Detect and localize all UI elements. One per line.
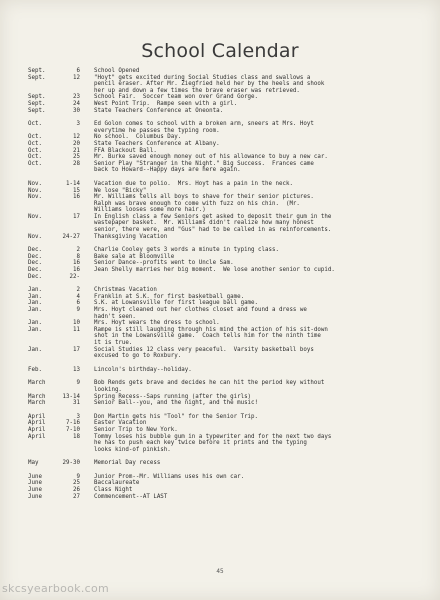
entry-text: School Fair. Soccer team won over Grand Gorge. xyxy=(94,94,259,101)
calendar-entry xyxy=(28,394,420,401)
calendar-entry xyxy=(28,327,420,347)
entry-text: "Hoyt" gets excited during Social Studies class and swallows a pencil eraser. After Mr. Ziegfried held her by the heels and shook her up and down a few times the brave eraser was retrieved. xyxy=(94,74,325,94)
entry-month: May xyxy=(28,460,39,467)
calendar-entry xyxy=(28,414,420,421)
entry-day: 7-10 xyxy=(66,426,80,433)
calendar-entry xyxy=(28,194,420,214)
entry-day: 3 xyxy=(76,121,80,128)
calendar-entry xyxy=(28,161,420,174)
entry-text: No school. Columbus Day. xyxy=(94,134,182,141)
watermark: skcsyearbook.com xyxy=(2,582,110,595)
page-title: School Calendar xyxy=(141,40,299,62)
entry-month: Oct. xyxy=(28,154,42,161)
entry-month: Jan. xyxy=(28,293,42,300)
entry-month: June xyxy=(28,493,42,500)
entry-text: Commencement--AT LAST xyxy=(94,493,168,500)
entry-month: Sept. xyxy=(28,68,46,74)
calendar-entry xyxy=(28,267,420,274)
calendar-entry xyxy=(28,154,420,161)
entry-month: Dec. xyxy=(28,260,42,267)
entry-day: 10 xyxy=(73,320,80,327)
entry-day: 24-27 xyxy=(62,233,80,240)
entry-text: State Teachers Conference at Albany. xyxy=(94,140,220,147)
entry-text: We lose "Bicky" xyxy=(94,187,147,194)
entry-month: Dec. xyxy=(28,253,42,260)
calendar-entry xyxy=(28,294,420,301)
calendar-entry xyxy=(28,214,420,234)
calendar-entry xyxy=(28,494,420,501)
entry-text: Junior Prom--Mr. Williams uses his own car. xyxy=(94,473,245,480)
calendar-entries xyxy=(28,68,420,500)
entry-text: Senior Ball--you, and the night, and the music! xyxy=(94,400,259,407)
calendar-entry xyxy=(28,367,420,374)
entry-text xyxy=(94,274,420,281)
entry-month: Jan. xyxy=(28,320,42,327)
calendar-entry xyxy=(28,260,420,267)
calendar-entry xyxy=(28,487,420,494)
entry-month: April xyxy=(28,420,46,427)
entry-day: 25 xyxy=(73,480,80,487)
entry-day: 12 xyxy=(73,134,80,141)
calendar-entry xyxy=(28,480,420,487)
calendar-entry xyxy=(28,141,420,148)
entry-day: 31 xyxy=(73,400,80,407)
entry-text: Tommy loses his bubble gum in a typewriter and for the next two days he has to push each key twice before it prints and the typing looks kind-of pinkish. xyxy=(94,433,332,453)
calendar-entry xyxy=(28,121,420,134)
entry-day: 22- xyxy=(69,273,80,280)
entry-month: Dec. xyxy=(28,267,42,274)
calendar-entry xyxy=(28,307,420,320)
entry-month: Sept. xyxy=(28,74,46,81)
entry-day: 18 xyxy=(73,433,80,440)
calendar-entry xyxy=(28,234,420,241)
entry-day: 4 xyxy=(76,293,80,300)
entry-text: Rampe is still laughing through his mind the action of his sit-down shot in the Lowansville game. Coach tells him for the ninth time it is true. xyxy=(94,326,328,346)
entry-text: Mrs. Hoyt cleaned out her clothes closet and found a dress we hadn't seen. xyxy=(94,307,307,320)
entry-day: 1-14 xyxy=(66,180,80,187)
entry-day: 28 xyxy=(73,160,80,167)
entry-text: Spring Recess--Saps running (after the girls) xyxy=(94,393,252,400)
calendar-entry xyxy=(28,300,420,307)
entry-month: Sept. xyxy=(28,107,46,114)
entry-month: April xyxy=(28,426,46,433)
calendar-entry xyxy=(28,247,420,254)
entry-month: Oct. xyxy=(28,147,42,154)
entry-day: 26 xyxy=(73,487,80,494)
entry-month: Sept. xyxy=(28,100,46,107)
entry-day: 13-14 xyxy=(62,393,80,400)
calendar-entry xyxy=(28,380,420,393)
entry-day: 25 xyxy=(73,154,80,161)
entry-month: Dec. xyxy=(28,273,42,280)
calendar-entry xyxy=(28,181,420,188)
entry-text: S.K. at Lowansville for first league ball game. xyxy=(94,300,259,307)
entry-text: Christmas Vacation xyxy=(94,287,157,294)
entry-month: Nov. xyxy=(28,187,42,194)
entry-month: March xyxy=(28,400,46,407)
calendar-entry xyxy=(28,108,420,115)
calendar-entry xyxy=(28,320,420,327)
entry-month: Jan. xyxy=(28,346,42,353)
entry-text: Senior Trip to New York. xyxy=(94,426,178,433)
calendar-entry xyxy=(28,434,420,454)
entry-text: Senior Dance--profits went to Uncle Sam. xyxy=(94,260,234,267)
entry-text: Mr. Burke saved enough money out of his allowance to buy a new car. xyxy=(94,154,328,161)
entry-day: 6 xyxy=(76,68,80,74)
calendar-entry xyxy=(28,460,420,467)
entry-month: Dec. xyxy=(28,247,42,254)
entry-month: Jan. xyxy=(28,307,42,313)
entry-day: 12 xyxy=(73,74,80,81)
calendar-entry xyxy=(28,420,420,427)
entry-day: 17 xyxy=(73,346,80,353)
entry-month: June xyxy=(28,480,42,487)
entry-month: Jan. xyxy=(28,287,42,294)
entry-day: 27 xyxy=(73,493,80,500)
entry-day: 11 xyxy=(73,326,80,333)
entry-month: March xyxy=(28,380,46,387)
entry-month: Oct. xyxy=(28,121,42,128)
entry-day: 21 xyxy=(73,147,80,154)
entry-month: Nov. xyxy=(28,213,42,220)
entry-text: Jean Shelly marries her big moment. We lose another senior to cupid. xyxy=(94,267,335,274)
calendar-entry xyxy=(28,474,420,481)
entry-month: April xyxy=(28,413,46,420)
entry-day: 9 xyxy=(76,380,80,387)
entry-month: Oct. xyxy=(28,140,42,147)
calendar-entry xyxy=(28,188,420,195)
entry-text: Bob Rends gets brave and decides he can hit the period key without looking. xyxy=(94,380,325,393)
entry-month: Nov. xyxy=(28,180,42,187)
entry-text: In English class a few Seniors get asked to deposit their gum in the wastepaper basket. Mr. Williams didn't realize how many honest senior, there were, and "Gus" had to be called in as reinforcements. xyxy=(94,213,332,234)
entry-day: 9 xyxy=(76,473,80,480)
calendar-entry xyxy=(28,94,420,101)
entry-text: Baccalaureate xyxy=(94,480,140,487)
calendar-entry xyxy=(28,148,420,155)
entry-text: Bake sale at Bloomville xyxy=(94,253,175,260)
entry-text: Vacation due to polio. Mrs. Hoyt has a pain in the neck. xyxy=(94,180,293,187)
entry-text: State Teachers Conference at Oneonta. xyxy=(94,107,224,114)
entry-day: 9 xyxy=(76,307,80,313)
entry-text: Memorial Day recess xyxy=(94,460,161,467)
calendar-entry xyxy=(28,68,420,75)
entry-day: 16 xyxy=(73,194,80,201)
entry-text: Ed Golon comes to school with a broken arm, sneers at Mrs. Hoyt everytime he passes the typing room. xyxy=(94,121,314,134)
entry-text: Mrs. Hoyt wears the dress to school. xyxy=(94,320,220,327)
entry-day: 29-30 xyxy=(62,460,80,467)
entry-month: Sept. xyxy=(28,94,46,101)
entry-month: June xyxy=(28,473,42,480)
entry-text: School Opened xyxy=(94,68,140,74)
calendar-entry xyxy=(28,274,420,281)
calendar-entry xyxy=(28,254,420,261)
entry-day: 16 xyxy=(73,260,80,267)
entry-text: Don Martin gets his "Tool" for the Senior Trip. xyxy=(94,413,259,420)
entry-day: 13 xyxy=(73,366,80,373)
entry-text: Lincoln's birthday--holiday. xyxy=(94,366,192,373)
entry-text: Easter Vacation xyxy=(94,420,147,427)
entry-text: Mr. Williams tells all boys to shave for their senior pictures. Ralph was brave enough to come with fuzz on his chin. (Mr. Williams looses some more hair.) xyxy=(94,194,314,214)
entry-day: 20 xyxy=(73,140,80,147)
calendar-entry xyxy=(28,101,420,108)
entry-month: Jan. xyxy=(28,300,42,307)
entry-month: Oct. xyxy=(28,134,42,141)
entry-day: 15 xyxy=(73,187,80,194)
calendar-entry xyxy=(28,134,420,141)
entry-month: Jan. xyxy=(28,326,42,333)
entry-day: 17 xyxy=(73,213,80,220)
calendar-entry xyxy=(28,427,420,434)
entry-month: Oct. xyxy=(28,160,42,167)
entry-text: Social Studies 12 class very peaceful. Varsity basketball boys excused to go to Roxbury. xyxy=(94,346,314,360)
page-number: 45 xyxy=(216,568,224,575)
entry-day: 2 xyxy=(76,287,80,294)
entry-text: Thanksgiving Vacation xyxy=(94,233,168,240)
calendar-entry xyxy=(28,400,420,407)
entry-day: 30 xyxy=(73,107,80,114)
entry-day: 7-16 xyxy=(66,420,80,427)
entry-day: 6 xyxy=(76,300,80,307)
entry-month: April xyxy=(28,433,46,440)
entry-month: March xyxy=(28,393,46,400)
entry-text: Class Night xyxy=(94,487,133,494)
calendar-entry xyxy=(28,75,420,95)
calendar-entry xyxy=(28,347,420,360)
calendar-entry xyxy=(28,287,420,294)
entry-day: 16 xyxy=(73,267,80,274)
entry-text: West Point Trip. Rampe seen with a girl. xyxy=(94,100,238,107)
entry-text: Franklin at S.K. for first basketball game. xyxy=(94,293,245,300)
entry-month: Nov. xyxy=(28,194,42,201)
entry-month: Feb. xyxy=(28,366,42,373)
entry-day: 24 xyxy=(73,100,80,107)
entry-day: 3 xyxy=(76,413,80,420)
entry-text: Charlie Cooley gets 3 words a minute in typing class. xyxy=(94,247,279,254)
entry-day: 2 xyxy=(76,247,80,254)
entry-month: Nov. xyxy=(28,233,42,240)
entry-day: 23 xyxy=(73,94,80,101)
entry-month: June xyxy=(28,487,42,494)
entry-text: FFA Blackout Ball. xyxy=(94,147,157,154)
entry-text: Senior Play "Stranger in the Night." Big Success. Frances came back to Howard--Happy days are here again. xyxy=(94,160,314,174)
entry-day: 8 xyxy=(76,253,80,260)
